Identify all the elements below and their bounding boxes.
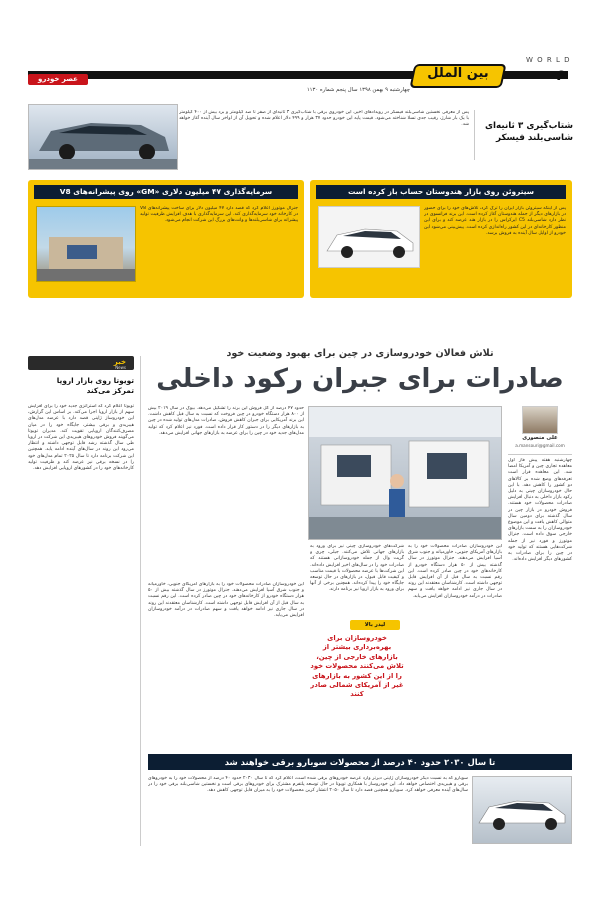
box-gm-body: جنرال موتورز اعلام کرد که قصد دارد ۴۷ میلیون دلار برای ساخت پیشرانه‌های V8 در کارخانه خود سرمایه‌گذاری کند. این سرمایه‌گذاری با هدف افزایش ظرفیت تولید پیشرانه برای شاسی‌بلندها و وانت‌های بزرگ این شرکت انجام می‌شود.	[140, 206, 298, 224]
box-citroen	[310, 180, 572, 298]
subaru-photo	[472, 776, 572, 844]
masthead	[0, 0, 600, 100]
main-story	[148, 348, 572, 743]
author-box	[508, 406, 572, 454]
sidebar-label-en: News	[115, 365, 126, 370]
masthead-logo-text: بین الملل	[427, 66, 489, 81]
top-story-title	[481, 120, 573, 144]
top-story-title-line2: شاسی‌بلند فیسکر	[495, 133, 573, 143]
pull-quote-text: خودروسازان برای بهره‌برداری بیشتر از بازارهای خارجی از چین، تلاش می‌کنند محصولات خود را از این کشور به بازارهای غیر از آمریکای شمالی صادر کنند	[310, 634, 404, 699]
top-story-body: پس از معرفی نخستین شاسی‌بلند فیسکر در رویدادهای اخیر، این خودروی برقی با شتاب‌گیری ۳ ثانیه‌ای از صفر تا صد کیلومتر و برد بیش از ۴۰۰ کیلومتر با یک بار شارژ، رقیب جدی تسلا شناخته می‌شود. قیمت پایه این خودرو حدود ۳۷ هزار و ۴۹۹ دلار اعلام شده و تحویل آن از اواخر سال آینده آغاز خواهد شد.	[179, 110, 469, 128]
main-col4: حدود ۴۷ درصد از کل فروش این برند را تشکیل می‌دهد. بیوک در سال ۲۰۱۹ بیش از ۸۰۰ هزار دستگاه خودرو در چین فروخت که نسبت به سال قبل کاهش داشت. این برند آمریکایی برای جبران کاهش فروش، صادرات مدل‌های تولید شده در چین به بازارهای دیگر را در دستور کار قرار داده است. فورد نیز اعلام کرد که تولید مدل‌های جدید خود در چین را برای عرضه به بازارهای جهانی افزایش می‌دهد.	[148, 406, 304, 436]
author-name: علی منصوری	[522, 435, 558, 441]
top-story-photo	[28, 104, 178, 170]
factory-photo	[308, 406, 502, 540]
box-gm-title: سرمایه‌گذاری ۴۷ میلیون دلاری «GM» روی پیشرانه‌های V8	[34, 185, 298, 199]
factory-building	[37, 207, 135, 281]
sidebar-body: تویوتا اعلام کرد که استراتژی جدید خود را برای افزایش سهم از بازار اروپا اجرا می‌کند. بر اساس این گزارش، این خودروساز ژاپنی قصد دارد با عرضه مدل‌های هیبریدی و برقی بیشتر، جایگاه خود را در میان مصرف‌کنندگان اروپایی تقویت کند. مدیران تویوتا می‌گویند فروش خودروهای هیبریدی این شرکت در اروپا طی سال گذشته رشد قابل توجهی داشته و انتظار می‌رود این روند در سال‌های آینده ادامه یابد. همچنین این شرکت برنامه دارد تا سال ۲۰۲۵ تمام مدل‌های خود را در نسخه برقی نیز عرضه کند و ظرفیت تولید کارخانه‌های خود را در کشورهای اروپایی افزایش دهد.	[28, 404, 134, 472]
world-label: W O R L D	[526, 56, 571, 64]
sidebar-divider	[140, 356, 141, 846]
citroen-photo	[318, 206, 420, 268]
sidebar-title	[28, 376, 134, 396]
top-story-divider	[474, 110, 475, 160]
sidebar-title-line1: تویوتا روی بازار اروپا	[56, 376, 134, 385]
box-citroen-body: پس از اینکه سیتروئن بازار ایران را ترک کرد، تلاش‌های خود را برای حضور در بازارهای دیگر از جمله هندوستان آغاز کرده است. این برند فرانسوی در نظر دارد شاسی‌بلند C5 ایرکراس را در بازار هند عرضه کند و برای این منظور کارخانه‌ای در این کشور راه‌اندازی کرده است. پیش‌بینی می‌شود این خودرو از اوایل سال آینده به فروش برسد.	[424, 206, 566, 236]
gm-factory-photo	[36, 206, 136, 282]
pull-quote-label: لیدر بالا	[350, 620, 400, 630]
author-divider	[508, 454, 572, 455]
main-col5	[148, 582, 304, 738]
pull-quote	[310, 620, 404, 738]
main-col5-text: این خودروسازان صادرات محصولات خود را به بازارهای آمریکای جنوبی، خاورمیانه و جنوب شرق آسیا افزایش می‌دهند. جنرال موتورز در سال گذشته بیش از ۵۰ هزار دستگاه خودرو از کارخانه‌های خود در چین صادر کرده است. این رقم نسبت به سال قبل از آن افزایش قابل توجهی داشته است. کارشناسان معتقدند این روند در سال جاری نیز ادامه خواهد یافت و سهم صادرات در درآمد خودروسازان افزایش می‌یابد.	[148, 582, 304, 619]
main-kicker: تلاش فعالان خودروسازی در چین برای بهبود وضعیت خود	[226, 348, 494, 359]
subaru-car	[473, 777, 571, 843]
main-headline: صادرات برای جبران رکود داخلی	[156, 364, 564, 394]
box-gm	[28, 180, 304, 298]
citroen-car	[319, 207, 419, 267]
top-story-title-line1: شتاب‌گیری ۳ ثانیه‌ای	[484, 121, 573, 131]
main-col1: چهارشنبه هفته پیش فاز اول معاهده تجاری چین و آمریکا امضا شد. این معاهده قرار است تعرفه‌های وضع شده بر کالاهای دو کشور را کاهش دهد. با این حال خودروسازان چینی به دلیل رکود بازار داخلی به دنبال افزایش صادرات محصولات خود هستند. فروش خودرو در بازار چین در سال گذشته برای دومین سال متوالی کاهش یافت و این موضوع خودروسازان را به سمت بازارهای خارجی سوق داده است. جنرال موتورز و فورد نیز از جمله شرکت‌هایی هستند که تولید خود در چین را برای صادرات به کشورهای دیگر افزایش داده‌اند.	[508, 458, 572, 563]
brand-badge-text: عصر خودرو	[38, 75, 78, 83]
issue-date: چهارشنبه ۹ بهمن ۱۳۹۸ سال پنجم شماره ۱۱۳۰	[306, 87, 410, 93]
sidebar	[28, 356, 134, 844]
author-photo	[522, 406, 558, 434]
suv-photo	[29, 105, 177, 169]
author-email: a.mansouri@gmail.com	[515, 443, 565, 448]
sidebar-title-line2: تمرکز می‌کند	[86, 386, 134, 395]
main-col3: شرکت‌های خودروسازی چینی نیز برای ورود به بازارهای جهانی تلاش می‌کنند. جیلی، چری و گریت وال از جمله خودروسازانی هستند که صادرات خود را در سال‌های اخیر افزایش داده‌اند. این شرکت‌ها با عرضه محصولات با قیمت مناسب و کیفیت قابل قبول، در بازارهای در حال توسعه جایگاه خود را پیدا کرده‌اند. همچنین برخی از آنها برای ورود به بازار اروپا نیز برنامه دارند.	[310, 544, 404, 593]
bottom-body: سوبارو که به نسبت دیگر خودروسازان ژاپنی دیرتر وارد عرصه خودروهای برقی شده است، اعلام کرد که تا سال ۲۰۳۰ حدود ۴۰ درصد از محصولات خود را به خودروهای برقی و هیبریدی اختصاص خواهد داد. این خودروساز با همکاری تویوتا در حال توسعه پلتفرم مشترک برای خودروهای برقی است و نخستین شاسی‌بلند برقی خود را در سال‌های آینده معرفی خواهد کرد. سوبارو همچنین قصد دارد تا سال ۲۰۵۰ انتشار کربن محصولات خود را به میزان قابل توجهی کاهش دهد.	[148, 776, 468, 794]
top-story	[28, 104, 573, 168]
bottom-story	[148, 754, 572, 846]
page-number: ۶	[556, 66, 566, 84]
assembly-line-photo	[309, 407, 501, 539]
box-citroen-title: سیتروئن روی بازار هندوستان حساب باز کرده است	[316, 185, 566, 199]
bottom-title: تا سال ۲۰۳۰ حدود ۴۰ درصد از محصولات سوبارو برقی خواهند شد	[148, 754, 572, 770]
sidebar-label-fa: خبر	[113, 358, 126, 366]
main-col2: این خودروسازان صادرات محصولات خود را به بازارهای آمریکای جنوبی، خاورمیانه و جنوب شرق آسیا افزایش می‌دهند. جنرال موتورز در سال گذشته بیش از ۵۰ هزار دستگاه خودرو از کارخانه‌های خود در چین صادر کرده است. این رقم نسبت به سال قبل از آن افزایش قابل توجهی داشته است. کارشناسان معتقدند این روند در سال جاری نیز ادامه خواهد یافت و سهم صادرات در درآمد خودروسازان افزایش می‌یابد.	[408, 544, 502, 599]
